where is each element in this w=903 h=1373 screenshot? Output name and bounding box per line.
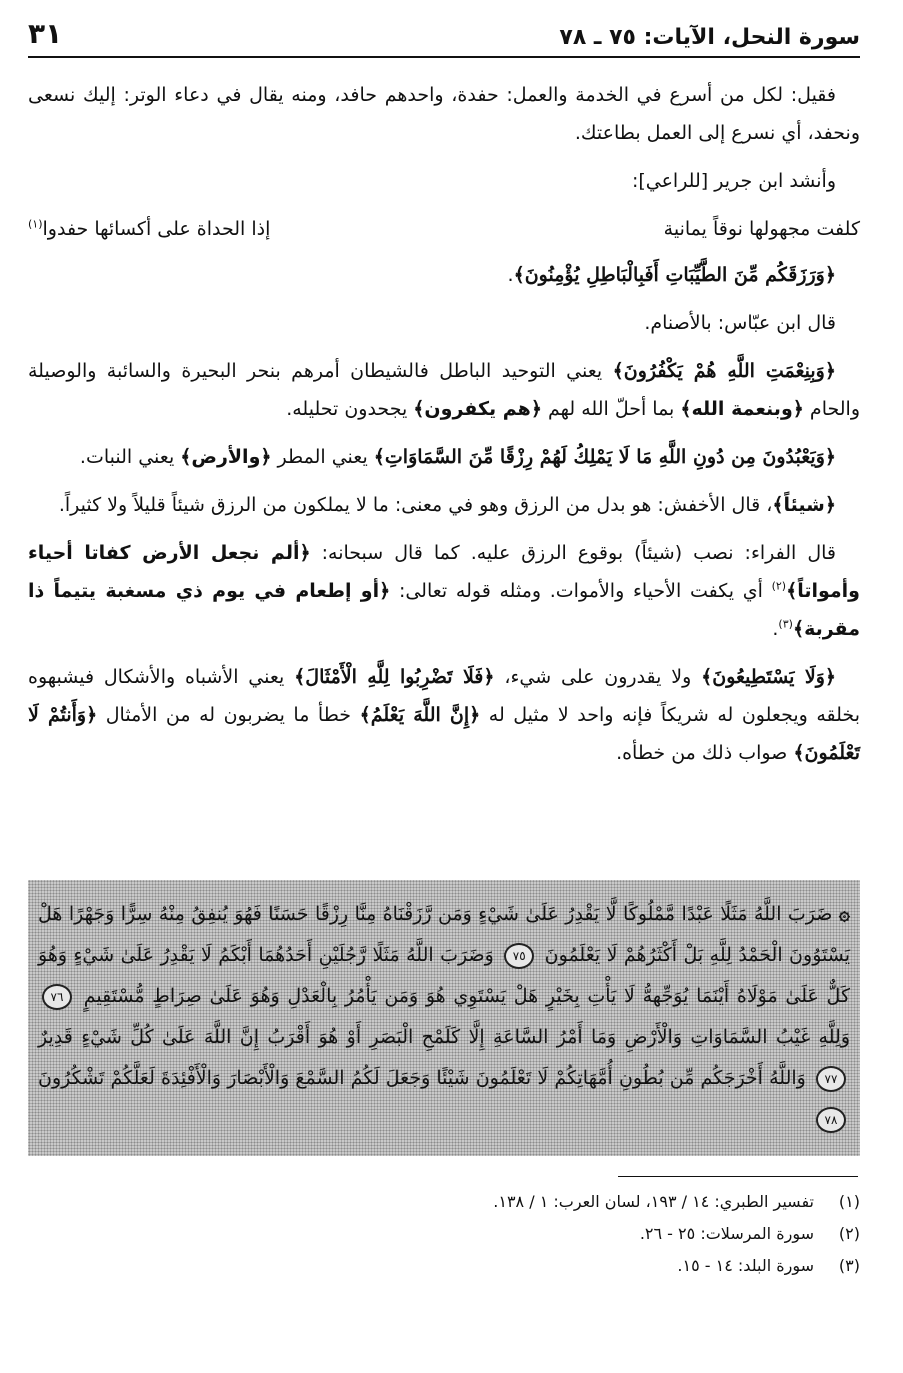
poem-verse (28, 210, 860, 248)
quran-quote: ﴿وَلَا يَسْتَطِيعُونَ﴾ (701, 666, 837, 688)
paragraph-poem-intro: وأنشد ابن جرير [للراعي]: (631, 170, 836, 192)
quran-quote: ﴿أو إطعام في يوم ذي مسغبة يتيماً ذا مقربة﴾ (28, 580, 860, 640)
paragraph-yabudun (28, 438, 860, 476)
quran-quote: ﴿فَلَا تَضْرِبُوا لِلَّهِ الْأَمْثَالَ﴾ (294, 666, 495, 688)
ayah-78: وَاللَّهُ أَخْرَجَكُم مِّن بُطُونِ أُمَّهَاتِكُمْ لَا تَعْلَمُونَ شَيْئًا وَجَعَلَ لَكُمُ السَّمْعَ وَالْأَبْصَارَ وَالْأَفْئِدَةَ لَعَلَّكُمْ تَشْكُرُونَ (38, 1067, 806, 1089)
commentary-body (28, 76, 860, 772)
footnote-number: (٢) (838, 1224, 860, 1243)
ayah-number-75: ٧٥ (504, 943, 534, 969)
footnotes (28, 1186, 860, 1282)
page-header (28, 12, 860, 58)
footnote-ref-1: (١) (28, 217, 43, 231)
text-run: . (772, 618, 779, 640)
quran-quote: ﴿وَأَنتُمْ لَا تَعْلَمُونَ﴾ (28, 704, 860, 764)
footnote-number: (٣) (838, 1256, 860, 1275)
footnote-item (28, 1186, 860, 1218)
footnote-text: سورة البلد: ١٤ - ١٥. (677, 1256, 814, 1275)
ayah-77: وَلِلَّهِ غَيْبُ السَّمَاوَاتِ وَالْأَرْضِ وَمَا أَمْرُ السَّاعَةِ إِلَّا كَلَمْحِ الْبَصَرِ أَوْ هُوَ أَقْرَبُ إِنَّ اللَّهَ عَلَىٰ كُلِّ شَيْءٍ قَدِيرٌ (38, 1026, 850, 1048)
footnote-ref-3: (٣) (778, 617, 793, 631)
footnote-number: (١) (838, 1192, 860, 1211)
text-run: يعني الأشباه والأشكال فيشبهوه بخلقه ويجعلون له شريكاً فإنه واحد لا مثيل له (28, 666, 860, 726)
paragraph-hafada: فقيل: لكل من أسرع في الخدمة والعمل: حفدة، واحدهم حافد، ومنه يقال في دعاء الوتر: إليك نسعى ونحفد، أي نسرع إلى العمل بطاعتك. (28, 84, 860, 144)
ayah-number-78: ٧٨ (816, 1107, 846, 1133)
footnote-ref-2: (٢) (771, 579, 787, 593)
page-number: ٣١ (28, 17, 63, 50)
paragraph-farra (28, 534, 860, 648)
quran-quote: ﴿شيئاً﴾ (772, 494, 836, 516)
quran-quote: ﴿وبنعمة الله﴾ (680, 398, 804, 420)
quran-quote: ﴿وَبِنِعْمَتِ اللَّهِ هُمْ يَكْفُرُونَ﴾ (612, 360, 836, 382)
ayah-number-76: ٧٦ (42, 984, 72, 1010)
text-run: يعني النبات. (79, 446, 181, 468)
quran-quote: ﴿وَيَعْبُدُونَ مِن دُونِ اللَّهِ مَا لَا يَمْلِكُ لَهُمْ رِزْقًا مِّنَ السَّمَاوَاتِ﴾ (373, 446, 836, 468)
text-run: يجحدون تحليله. (286, 398, 414, 420)
paragraph-nimat-allah (28, 352, 860, 428)
quran-quote: ﴿والأرض﴾ (180, 446, 272, 468)
ayah-75: ضَرَبَ اللَّهُ مَثَلًا عَبْدًا مَّمْلُوكًا لَّا يَقْدِرُ عَلَىٰ شَيْءٍ وَمَن رَّزَقْنَاهُ مِنَّا رِزْقًا حَسَنًا فَهُوَ يُنفِقُ مِنْهُ سِرًّا وَجَهْرًا هَلْ يَسْتَوُونَ الْحَمْدُ لِلَّهِ بَلْ أَكْثَرُهُمْ لَا يَعْلَمُونَ (38, 903, 850, 966)
rub-el-hizb-icon: ۞ (838, 903, 851, 925)
text-run: خطأ ما يضربون له من الأمثال (97, 704, 360, 726)
paragraph-akhfash (28, 486, 860, 524)
paragraph-amthal (28, 658, 860, 772)
footnote-item (28, 1250, 860, 1282)
paragraph-ibn-abbas: قال ابن عبّاس: بالأصنام. (644, 312, 836, 334)
quran-quote: ﴿هم يكفرون﴾ (413, 398, 542, 420)
footnote-text: سورة المرسلات: ٢٥ - ٢٦. (639, 1224, 814, 1243)
text-run: قال الفراء: نصب (شيئاً) بوقوع الرزق عليه. كما قال سبحانه: (310, 542, 836, 564)
footnote-item (28, 1218, 860, 1250)
quran-quote: ﴿إِنَّ اللَّهَ يَعْلَمُ﴾ (359, 704, 481, 726)
footnote-text: تفسير الطبري: ١٤ / ١٩٣، لسان العرب: ١ / ١٣٨. (493, 1192, 814, 1211)
ayah-76: وَضَرَبَ اللَّهُ مَثَلًا رَّجُلَيْنِ أَحَدُهُمَا أَبْكَمُ لَا يَقْدِرُ عَلَىٰ شَيْءٍ وَهُوَ كَلٌّ عَلَىٰ مَوْلَاهُ أَيْنَمَا يُوَجِّههُّ لَا يَأْتِ بِخَيْرٍ هَلْ يَسْتَوِي هُوَ وَمَن يَأْمُرُ بِالْعَدْلِ وَهُوَ عَلَىٰ صِرَاطٍ مُّسْتَقِيمٍ (38, 944, 850, 1007)
ayah-number-77: ٧٧ (816, 1066, 846, 1092)
text-run: ولا يقدرون على شيء، (494, 666, 702, 688)
quran-verses-box (28, 880, 860, 1156)
text-run: ، قال الأخفش: هو بدل من الرزق وهو في معنى: ما لا يملكون من الرزق شيئاً قليلاً ولا كثيراً. (58, 494, 773, 516)
text-run: . (507, 264, 514, 286)
text-run: صواب ذلك من خطأه. (616, 742, 794, 764)
running-title: سورة النحل، الآيات: ٧٥ ـ ٧٨ (559, 25, 860, 50)
text-run: يعني المطر (271, 446, 374, 468)
verse-first-hemistich: كلفت مجهولها نوقاً يمانية (663, 218, 860, 240)
page (28, 12, 860, 782)
paragraph-verse-quote (28, 256, 860, 294)
quran-quote: ﴿وَرَزَقَكُم مِّنَ الطَّيِّبَاتِ أَفَبِالْبَاطِلِ يُؤْمِنُونَ﴾ (513, 264, 836, 286)
footnote-divider (618, 1176, 858, 1177)
text-run: أي يكفت الأحياء والأموات. ومثله قوله تعالى: (390, 580, 772, 602)
text-run: بما أحلّ الله لهم (541, 398, 681, 420)
text-run: يعني التوحيد الباطل فالشيطان أمرهم بنحر البحيرة والسائبة والوصيلة والحام (28, 360, 860, 420)
quran-quote: ﴿ألم نجعل الأرض كفاتا أحياء وأمواتاً﴾ (28, 542, 860, 602)
verse-second-wrap (28, 210, 270, 248)
verse-second-hemistich: إذا الحداة على أكسائها حفدوا (42, 218, 271, 240)
